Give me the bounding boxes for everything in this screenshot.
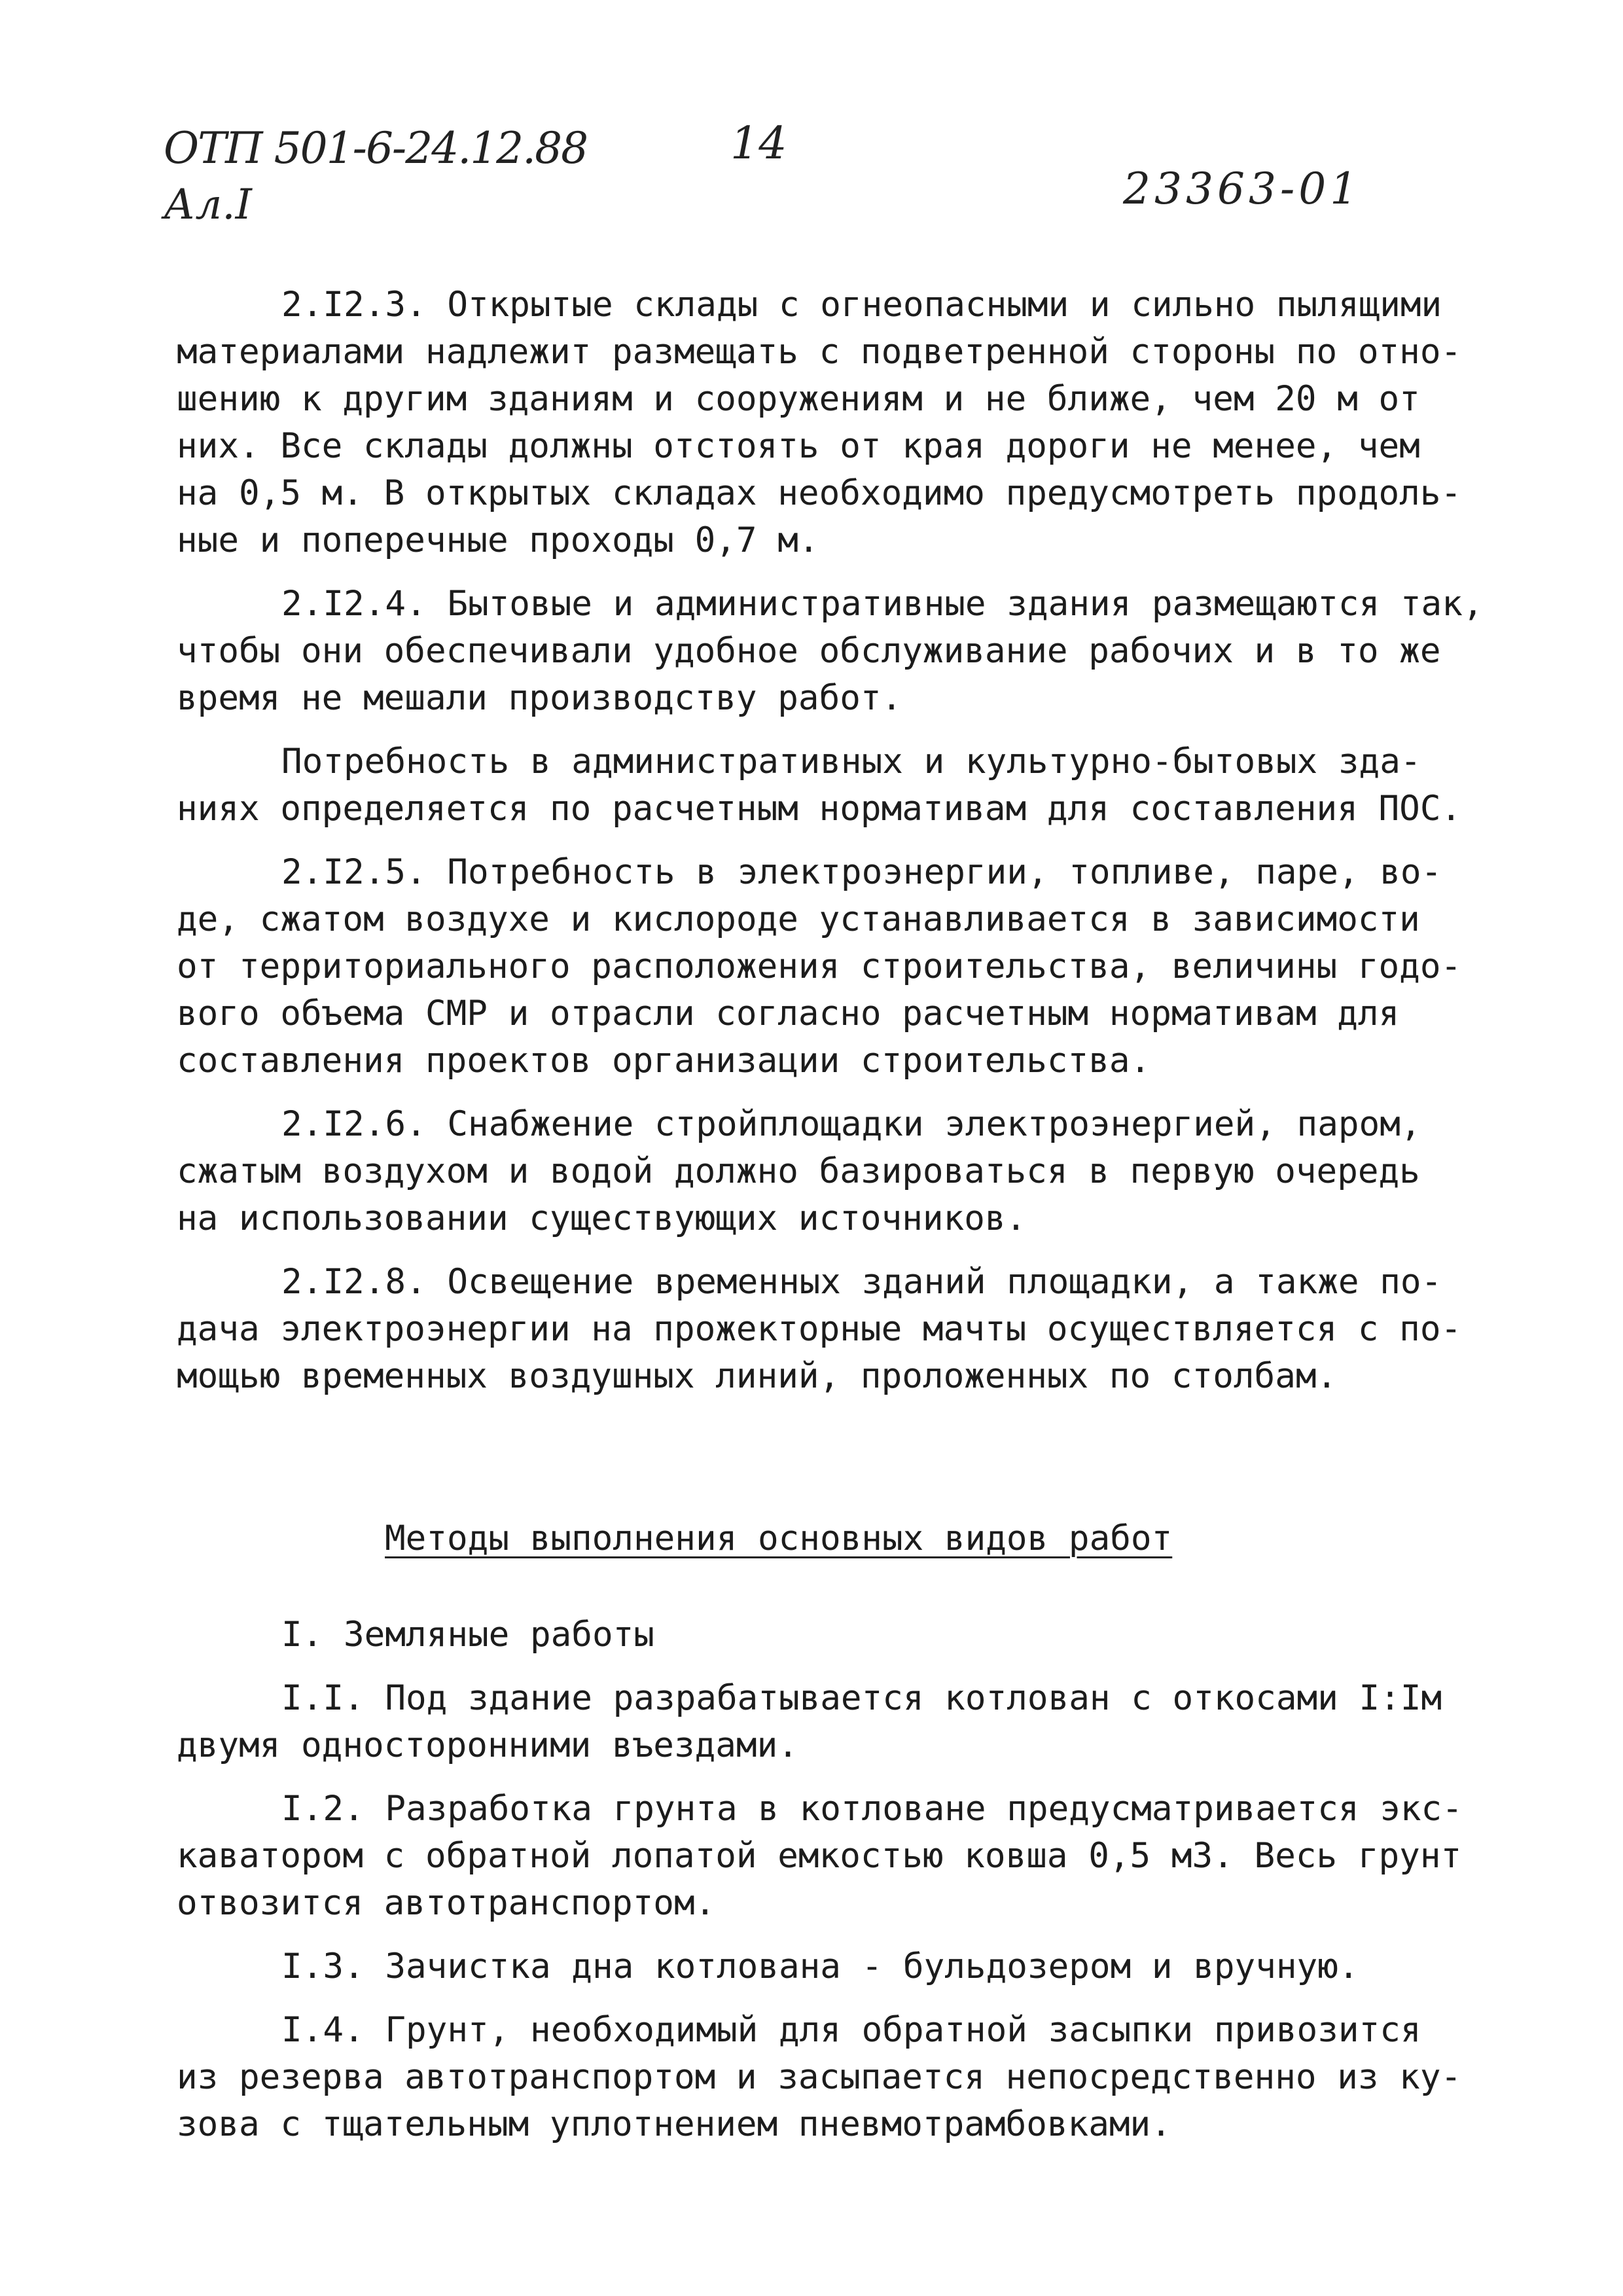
text-line: ниях определяется по расчетным нормативам для составления ПОС. [177, 789, 1462, 829]
text-line: на 0,5 м. В открытых складах необходимо предусмотреть продоль- [177, 473, 1462, 513]
text-line: отвозится автотранспортом. [177, 1883, 716, 1923]
text-line: де, сжатом воздухе и кислороде устанавливается в зависимости [177, 899, 1420, 939]
text-line: 2.I2.3. Открытые склады с огнеопасными и сильно пылящими [281, 285, 1442, 325]
body-text-bottom [177, 1611, 1463, 2164]
paragraph-2-12-6 [177, 1101, 1459, 1242]
text-line: материалами надлежит размещать с подветренной стороны по отно- [177, 332, 1462, 372]
text-line: дача электроэнергии на прожекторные мачты осуществляется с по- [177, 1309, 1462, 1349]
page-number: 14 [730, 118, 787, 170]
paragraph-2-12-8 [177, 1259, 1462, 1400]
text-line: сжатым воздухом и водой должно базироваться в первую очередь [177, 1151, 1420, 1191]
sheet-label: Ал.I [164, 181, 252, 229]
paragraph-1-1 [177, 1675, 1459, 1769]
text-line: составления проектов организации строительства. [177, 1041, 1151, 1081]
text-line: вого объема СМР и отрасли согласно расчетным нормативам для [177, 994, 1400, 1033]
text-line: Потребность в административных и культурно-бытовых зда- [281, 742, 1421, 781]
text-line: на использовании существующих источников. [177, 1198, 1027, 1238]
text-line: из резерва автотранспортом и засыпается непосредственно из ку- [177, 2057, 1462, 2097]
paragraph-1-2 [177, 1785, 1463, 1927]
text-line: двумя односторонними въездами. [177, 1725, 798, 1765]
body-text-top [177, 281, 1484, 1416]
text-line: от территориального расположения строительства, величины годо- [177, 946, 1462, 986]
text-line: I.2. Разработка грунта в котловане предусматривается экс- [281, 1789, 1463, 1829]
text-line: мощью временных воздушных линий, проложенных по столбам. [177, 1356, 1338, 1396]
text-line: время не мешали производству работ. [177, 678, 902, 718]
paragraph-2-12-4 [177, 581, 1484, 722]
paragraph-2-12-3 [177, 281, 1462, 564]
paragraph-2-12-5 [177, 849, 1462, 1085]
text-line: I.4. Грунт, необходимый для обратной засыпки привозится [281, 2010, 1421, 2050]
text-line: шению к другим зданиям и сооружениям и не ближе, чем 20 м от [177, 379, 1420, 419]
section-heading: Методы выполнения основных видов работ [385, 1518, 1173, 1558]
text-line: I. Земляные работы [281, 1615, 654, 1655]
text-line: 2.I2.4. Бытовые и административные здания размещаются так, [281, 584, 1484, 624]
text-line: I.I. Под здание разрабатывается котлован с откосами I:Iм [281, 1678, 1442, 1718]
text-line: зова с тщательным уплотнением пневмотрамбовками. [177, 2104, 1171, 2144]
text-line: них. Все склады должны отстоять от края дороги не менее, чем [177, 426, 1420, 466]
text-line: ные и поперечные проходы 0,7 м. [177, 520, 819, 560]
text-line: чтобы они обеспечивали удобное обслуживание рабочих и в то же [177, 631, 1441, 671]
text-line: каватором с обратной лопатой емкостью ковша 0,5 м3. Весь грунт [177, 1836, 1462, 1876]
text-line: 2.I2.5. Потребность в электроэнергии, топливе, паре, во- [281, 852, 1442, 892]
subsection-title-earthworks [177, 1611, 1459, 1659]
paragraph-1-3 [177, 1943, 1459, 1990]
document-code: ОТП 501-6-24.12.88 [164, 123, 588, 173]
text-line: 2.I2.8. Освещение временных зданий площадки, а также по- [281, 1262, 1442, 1302]
text-line: I.3. Зачистка дна котлована - бульдозером и вручную. [281, 1946, 1359, 1986]
paragraph-1-4 [177, 2007, 1462, 2148]
document-number: 23363-01 [1123, 164, 1362, 214]
text-line: 2.I2.6. Снабжение стройплощадки электроэнергией, паром, [281, 1104, 1421, 1144]
paragraph-buildings-need [177, 738, 1462, 833]
